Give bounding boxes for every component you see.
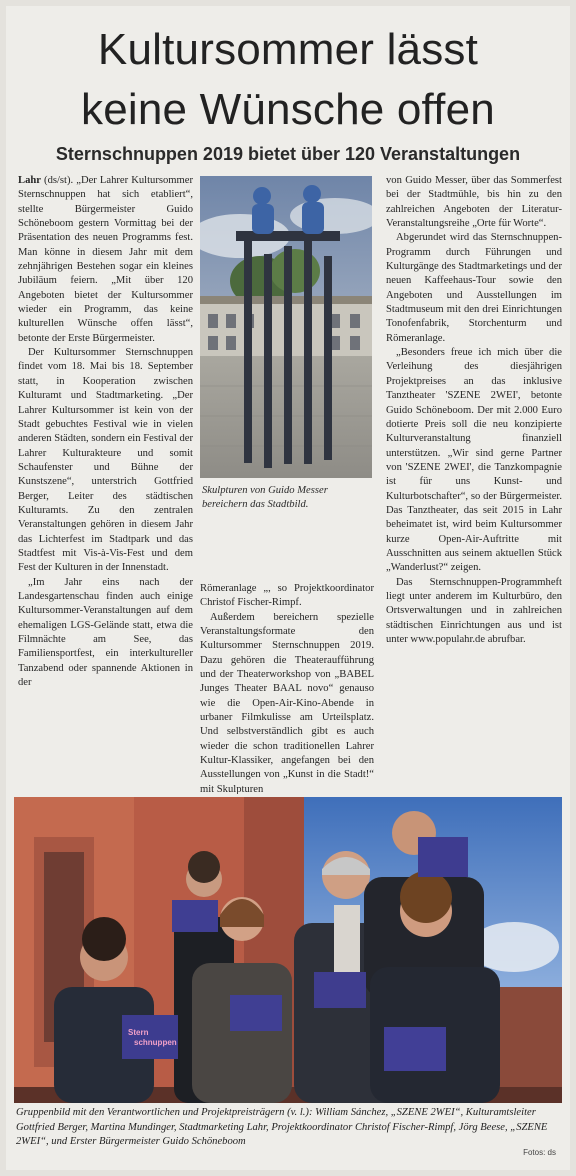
svg-text:schnuppen: schnuppen [134, 1038, 177, 1047]
sculpture-illustration [200, 176, 372, 478]
sculpture-photo [200, 176, 372, 478]
article-paragraph: „Besonders freue ich mich über die Verleihung des diesjährigen Projektpreises an das inklusive Tanztheater 'SZENE 2WEI', betonte Guido Schöneboom. Der mit 2.000 Euro dotierte Preis soll die neu konzipierte Kulturveranstaltung finanziell unterstützen. „Wir sind gerne Partner von 'SZENE 2WEI', die Tanzkompagnie ist für uns Kunst- und Kulturbotschafter“, so der Bürgermeister. Das Tanztheater, das seit 2015 in Lahr beheimatet ist, wird beim Kultursommer kurze Open-Air-Auftritte mit Ausschnitten aus seinem aktuellen Stück „Wanderlust?“ zeigen. [386, 347, 562, 574]
group-photo [14, 797, 562, 1103]
article-column-3 [386, 174, 562, 794]
article-paragraph: Römeranlage „, so Projektkoordinator Christof Fischer-Rimpf. [200, 583, 374, 609]
sculpture-caption: Skulpturen von Guido Messer bereichern das Stadtbild. [202, 485, 328, 510]
article-paragraph: Abgerundet wird das Sternschnuppen-Programm durch Führungen und Kulturgänge des Stadtmarketings und der neuen Kaffeehaus-Tour sowie den Angeboten und Ausstellungen im Stadtmuseum mit den drei Einrichtungen Tonofenfabrik, Storchenturm und Römeranlage. [386, 232, 562, 344]
article-paragraph: Das Sternschnuppen-Programmheft liegt unter anderem im Kulturbüro, den Ortsverwaltungen und in zahlreichen städtischen Einrichtungen aus und ist unter www.populahr.de abrufbar. [386, 576, 562, 645]
headline-line-2: keine Wünsche offen [81, 85, 495, 134]
article-paragraph: Der Kultursommer Sternschnuppen findet vom 18. Mai bis 18. September statt, in Kooperation zwischen Kulturamt und Stadtmarketing. „Der Lahrer Kultursommer ist kein von der Stadt gebuchtes Festival wie in vielen anderen Städten, sondern ein Festival der Lahrer Kulturakteure und somit Schaufenster und Bühne der Kunstszene“, unterstrich Gottfried Berger, Leiter des städtischen Kulturamts. Zu den zentralen Veranstaltungen gehören in diesem Jahr das Lichterfest im Stadtpark und das Stadtfest mit Vis-à-Vis-Fest und dem Fest der Kulturen in der Innenstadt. [18, 347, 193, 574]
article-column-1 [18, 174, 193, 794]
article-paragraph: „Im Jahr eins nach der Landesgartenschau finden auch einige Kultursommer-Veranstaltungen auf dem ehemaligen LGS-Gelände statt, etwa die Filmnächte am See, das Familiensportfest, ein interkultureller Tanzabend oder spannende Aktionen in der [18, 576, 193, 689]
paragraph-text: „Der Lahrer Kultursommer Sternschnuppen hat sich etabliert“, stellte Bürgermeister Guido Schöneboom gestern Vormittag bei der Präsentation des neuen Programms fest. Man könne in diesem Jahr mit dem zehnjährigen Bestehen sogar ein kleines Jubiläum feiern. „Mit über 120 Angeboten bietet der Kultursommer wieder ein Programm, das keine kulturellen Wünsche offen lässt“, betonte der Erste Bürgermeister. [18, 175, 193, 344]
article-paragraph: Außerdem bereichern spezielle Veranstaltungsformate den Kultursommer Sternschnuppen 2019. Dazu gehören die Theateraufführung und der Theaterworkshop von „BABEL Junges Theater BAAL novo“ genauso wie die Open-Air-Kino-Abende in urbaner Filmkulisse am Urteilsplatz. Und selbstverständlich gibt es auch wieder die schon traditionellen Lahrer Kultur-Klassiker, angefangen bei den Ausstellungen von „Kunst in die Stadt!“ mit Skulpturen [200, 611, 374, 794]
group-photo-caption: Gruppenbild mit den Verantwortlichen und Projektpreisträgern (v. l.): William Sánchez, „SZENE 2WEI“, Kulturamtsleiter Gottfried Berger, Martina Mundinger, Stadtmarketing Lahr, Projektkoordinator Christof Fischer-Rimpf, Jörg Beese, „SZENE 2WEI“, und Erster Bürgermeister Guido Schöneboom [16, 1107, 548, 1147]
headline-line-1: Kultursommer lässt [97, 25, 479, 74]
subheadline: Sternschnuppen 2019 bietet über 120 Veranstaltungen [55, 144, 521, 164]
article-paragraph: von Guido Messer, über das Sommerfest bei der Stadtmühle, bis hin zu den zahlreichen Angeboten der Literatur-Veranstaltungsreihe „Orte für Worte“. [386, 175, 562, 230]
photo-credit: Fotos: ds [523, 1148, 556, 1157]
dateline-location: Lahr [18, 175, 41, 186]
group-photo-illustration [14, 797, 562, 1103]
dateline-source: (ds/st). [40, 175, 77, 186]
article-paragraph [18, 174, 193, 346]
article-column-2 [200, 582, 374, 794]
svg-text:Stern: Stern [128, 1028, 149, 1037]
